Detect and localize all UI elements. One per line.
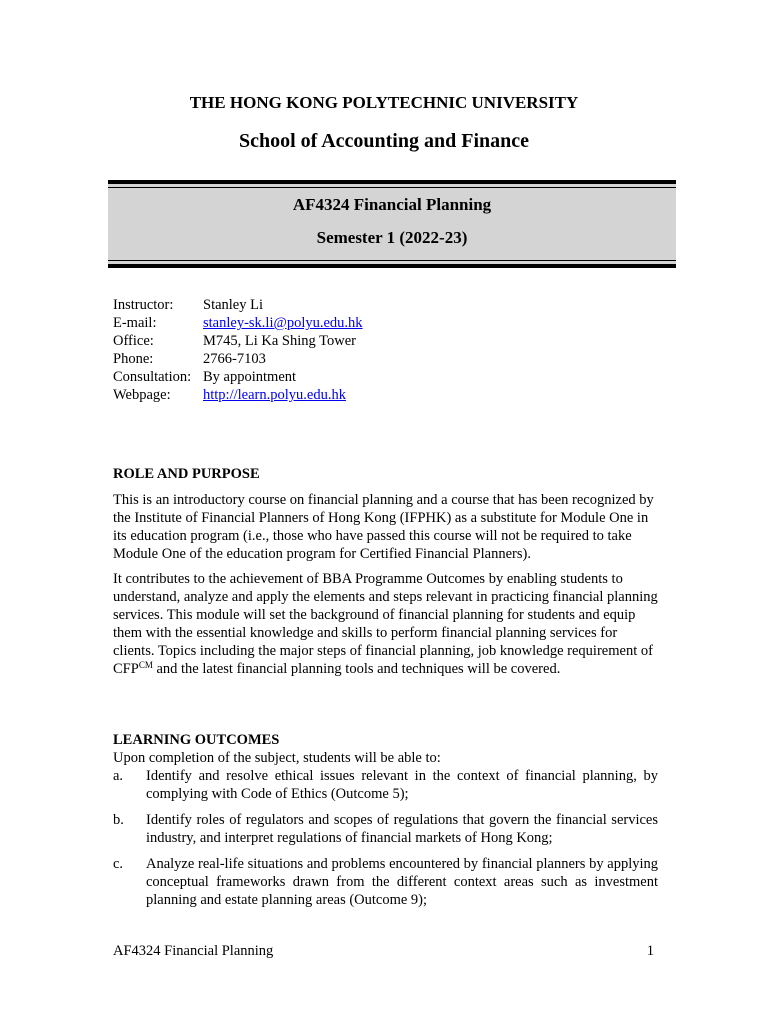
course-banner [108, 180, 676, 268]
outcome-item [113, 767, 658, 803]
cfp-superscript: CM [138, 660, 153, 670]
role-heading: ROLE AND PURPOSE [113, 466, 260, 482]
outcome-text: Identify roles of regulators and scopes of regulations that govern the financial services industry, and interpret regulations of financial markets of Hong Kong; [146, 812, 658, 846]
instructor-label: Instructor: [113, 297, 174, 313]
instructor-value: Stanley Li [203, 297, 264, 313]
learning-outcomes-section [113, 731, 658, 917]
role-paragraph-2-text: It contributes to the achievement of BBA Programme Outcomes by enabling students to understand, analyze and apply the elements and steps relevant in practicing financial planning services. This module will set the background of financial planning for students and equip them with the essential knowledge and skills to perform financial planning services for clients. Topics including the major steps of financial planning, job knowledge requirement of CFP [113, 571, 658, 677]
outcome-text: Identify and resolve ethical issues relevant in the context of financial planning, by complying with Code of Ethics (Outcome 5); [146, 768, 658, 802]
contact-row-email [113, 314, 363, 332]
contact-row-office [113, 332, 363, 350]
role-paragraph-2 [113, 570, 658, 678]
office-label: Office: [113, 333, 154, 349]
footer-course: AF4324 Financial Planning [113, 943, 274, 959]
course-title: AF4324 Financial Planning [292, 195, 492, 214]
email-label: E-mail: [113, 315, 157, 331]
course-semester: Semester 1 (2022-23) [316, 228, 468, 247]
banner-rule-bottom [108, 260, 676, 261]
role-paragraph-1: This is an introductory course on financial planning and a course that has been recognized by the Institute of Financial Planners of Hong Kong (IFPHK) as a substitute for Module One in its education program (i.e., those who have passed this course will not be required to take Module One of the education program for Certified Financial Planners). [113, 492, 654, 562]
consultation-value: By appointment [203, 369, 297, 385]
phone-label: Phone: [113, 351, 154, 367]
school-title: School of Accounting and Finance [238, 130, 530, 152]
outcome-marker: b. [113, 812, 124, 828]
university-title: THE HONG KONG POLYTECHNIC UNIVERSITY [189, 93, 579, 112]
page-number: 1 [646, 943, 654, 959]
consultation-label: Consultation: [113, 369, 192, 385]
page-footer [113, 943, 654, 960]
outcome-text: Analyze real-life situations and problems encountered by financial planners by applying conceptual frameworks drawn from the different context areas such as investment planning and estate planning areas (Outcome 9); [146, 856, 658, 908]
phone-value: 2766-7103 [203, 351, 266, 367]
outcomes-heading: LEARNING OUTCOMES [113, 732, 280, 748]
office-value: M745, Li Ka Shing Tower [203, 333, 356, 349]
outcome-item [113, 855, 658, 909]
outcomes-list [113, 767, 658, 909]
contact-row-consultation [113, 368, 363, 386]
contact-row-instructor [113, 296, 363, 314]
outcome-marker: a. [113, 768, 124, 784]
role-paragraph-2-end: and the latest financial planning tools and techniques will be covered. [152, 661, 561, 677]
role-purpose-section [113, 465, 658, 678]
webpage-link[interactable]: http://learn.polyu.edu.hk [203, 387, 346, 403]
outcomes-intro: Upon completion of the subject, students will be able to: [113, 750, 441, 766]
outcome-item [113, 811, 658, 847]
banner-rule-top [108, 187, 676, 188]
contact-row-webpage [113, 386, 363, 404]
email-link[interactable]: stanley-sk.li@polyu.edu.hk [203, 315, 363, 331]
contact-row-phone [113, 350, 363, 368]
webpage-label: Webpage: [113, 387, 171, 403]
contact-details [113, 296, 363, 404]
outcome-marker: c. [113, 856, 124, 872]
